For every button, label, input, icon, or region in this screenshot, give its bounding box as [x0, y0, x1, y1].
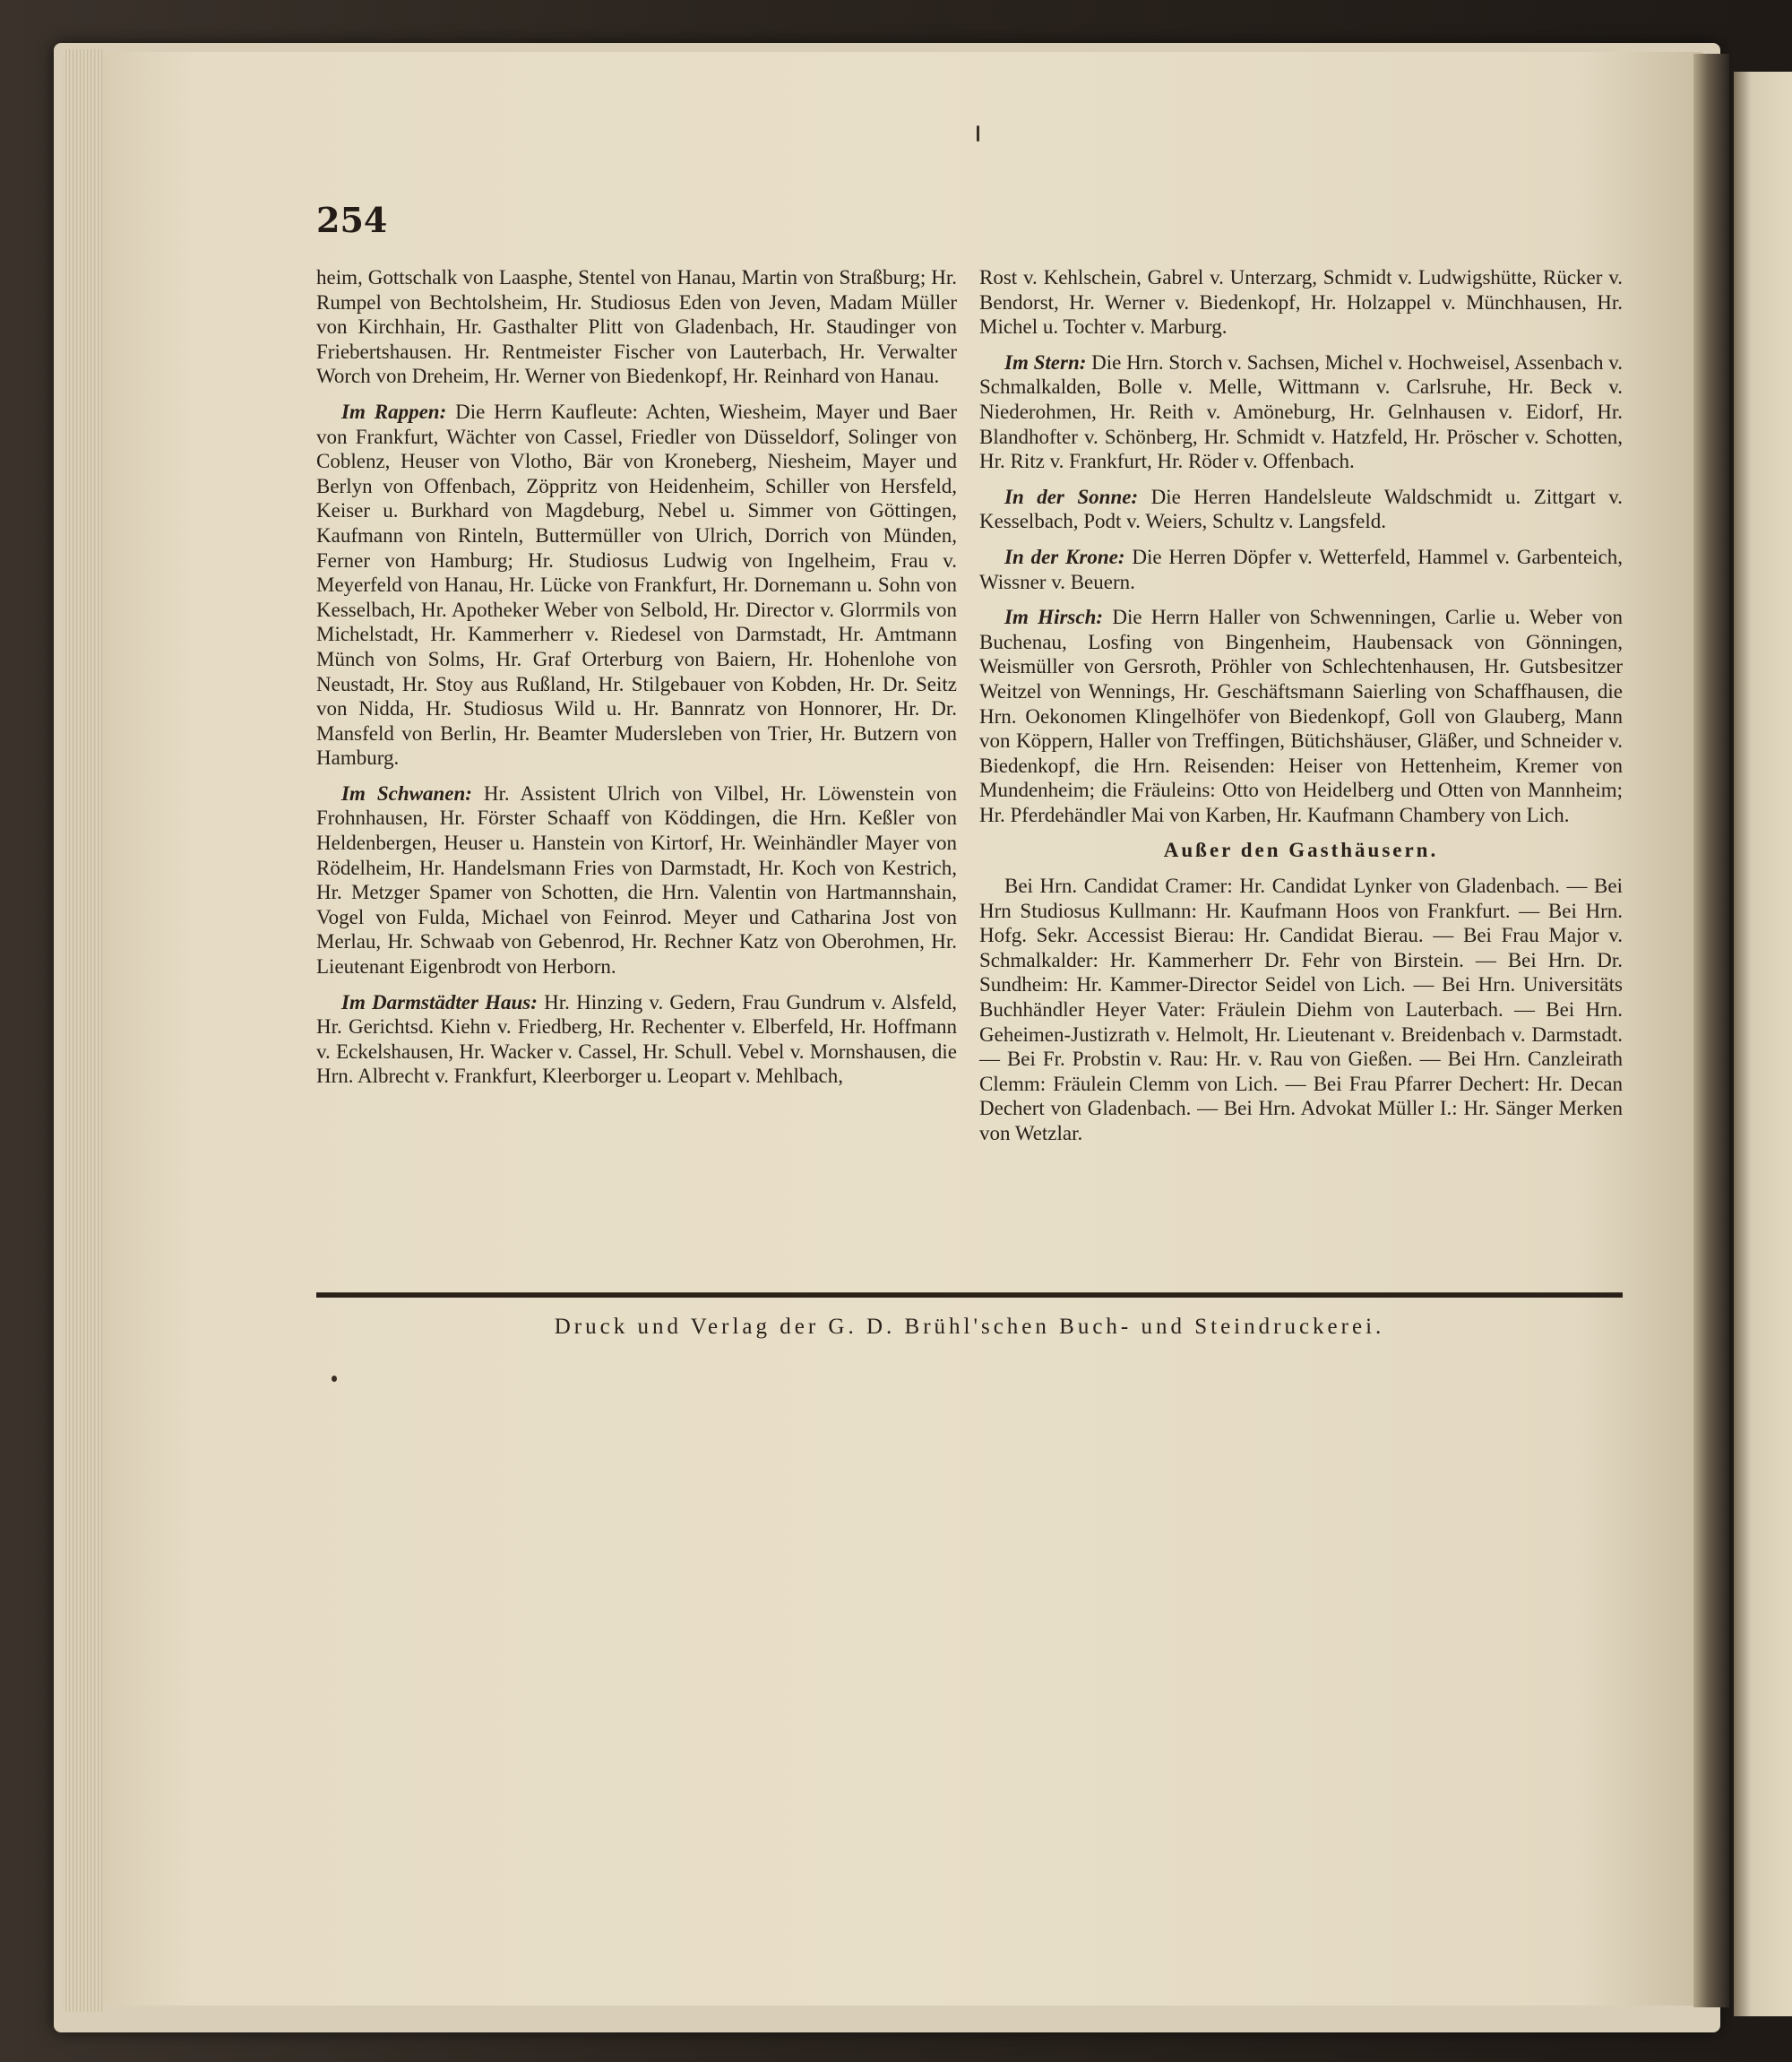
paragraph-text: Die Herren Döpfer v. Wetterfeld, Hammel v. Garbenteich, Wissner v. Beuern.	[979, 545, 1623, 593]
paragraph-im-schwanen	[316, 781, 957, 979]
section-label: Im Rappen:	[341, 400, 447, 423]
paper-speck	[332, 1376, 337, 1382]
paragraph-private-lodgings: Bei Hrn. Candidat Cramer: Hr. Candidat Lynker von Gladenbach. — Bei Hrn Studiosus Kullmann: Hr. Kaufmann Hoos von Frankfurt. — Bei Hrn. Hofg. Sekr. Accessist Bierau: Hr. Candidat Bierau. — Bei Frau Major v. Schmalkalder: Hr. Kammerherr Dr. Fehr von Birstein. — Bei Hrn. Dr. Sundheim: Hr. Kammer-Director Seidel von Lich. — Bei Hrn. Universitäts Buchhändler Heyer Vater: Fräulein Diehm von Lauterbach. — Bei Hrn. Geheimen-Justizrath v. Helmolt, Hr. Lieutenant v. Breidenbach v. Darmstadt. — Bei Fr. Probstin v. Rau: Hr. v. Rau von Gießen. — Bei Hrn. Canzleirath Clemm: Fräulein Clemm von Lich. — Bei Frau Pfarrer Dechert: Hr. Decan Dechert von Gladenbach. — Bei Hrn. Advokat Müller I.: Hr. Sänger Merken von Wetzlar.	[979, 875, 1623, 1144]
paragraph-im-rappen	[316, 400, 957, 771]
paragraph-in-der-krone	[979, 545, 1623, 594]
left-column	[316, 265, 957, 1100]
page-number: 254	[316, 200, 388, 240]
paragraph-in-der-sonne	[979, 485, 1623, 534]
right-column	[979, 265, 1623, 1157]
section-label: Im Schwanen:	[341, 781, 472, 805]
paragraph-continuation: heim, Gottschalk von Laasphe, Stentel von Hanau, Martin von Straßburg; Hr. Rumpel von Bechtolsheim, Hr. Studiosus Eden von Jeven, Madam Müller von Kirchhain, Hr. Gasthalter Plitt von Gladenbach, Hr. Staudinger von Friebertshausen. Hr. Rentmeister Fischer von Lauterbach, Hr. Verwalter Worch von Dreheim, Hr. Werner von Biedenkopf, Hr. Reinhard von Hanau.	[316, 266, 957, 388]
paragraph-im-hirsch	[979, 605, 1623, 827]
paragraph-im-stern	[979, 350, 1623, 474]
section-label: In der Krone:	[1004, 545, 1125, 568]
paragraph-continuation: Rost v. Kehlschein, Gabrel v. Unterzarg, Schmidt v. Ludwigshütte, Rücker v. Bendorst, Hr. Werner v. Biedenkopf, Hr. Holzappel v. Münchhausen, Hr. Michel u. Tochter v. Marburg.	[979, 266, 1623, 339]
section-label: Im Stern:	[1004, 350, 1087, 374]
page-stack-edge	[63, 49, 103, 2012]
binding-gutter	[1693, 54, 1729, 2007]
paragraph-darmstaedter-haus	[316, 990, 957, 1089]
paper-mark	[977, 125, 979, 142]
section-label: In der Sonne:	[1004, 485, 1139, 508]
printer-imprint: Druck und Verlag der G. D. Brühl'schen Buch- und Steindruckerei.	[554, 1315, 1385, 1339]
paragraph-text: Die Hrn. Storch v. Sachsen, Michel v. Hochweisel, Assenbach v. Schmalkalden, Bolle v. Melle, Wittmann v. Carlsruhe, Hr. Beck v. Niederohmen, Hr. Reith v. Amöneburg, Hr. Gelnhausen v. Eidorf, Hr. Blandhofter v. Schönberg, Hr. Schmidt v. Hatzfeld, Hr. Pröscher v. Schotten, Hr. Ritz v. Frankfurt, Hr. Röder v. Offenbach.	[979, 350, 1623, 473]
section-label: Im Hirsch:	[1004, 606, 1104, 629]
paragraph-text: Die Herren Handelsleute Waldschmidt u. Zittgart v. Kesselbach, Podt v. Weiers, Schultz v. Langsfeld.	[979, 485, 1623, 533]
section-label: Im Darmstädter Haus:	[341, 990, 538, 1014]
paragraph-text: Die Herrn Kaufleute: Achten, Wiesheim, Mayer und Baer von Frankfurt, Wächter von Cassel, Friedler von Düsseldorf, Solinger von Coblenz, Heuser von Vlotho, Bär von Kroneberg, Niesheim, Mayer und Berlyn von Offenbach, Zöppritz von Heidenheim, Schiller von Hersfeld, Keiser u. Burkhard von Magdeburg, Nebel u. Simmer von Göttingen, Kaufmann von Rinteln, Buttermüller von Ulrich, Dorrich von Münden, Ferner von Hamburg; Hr. Studiosus Ludwig von Ingelheim, Frau v. Meyerfeld von Hanau, Hr. Lücke von Frankfurt, Hr. Dornemann u. Sohn von Kesselbach, Hr. Apotheker Weber von Selbold, Hr. Director v. Glorrmils von Michelstadt, Hr. Kammerherr v. Riedesel von Darmstadt, Hr. Amtmann Münch von Solms, Hr. Graf Orterburg von Baiern, Hr. Hohenlohe von Neustadt, Hr. Stoy aus Rußland, Hr. Stilgebauer von Kobden, Hr. Dr. Seitz von Nidda, Hr. Studiosus Wild u. Hr. Bannratz von Honnorer, Hr. Dr. Mansfeld von Berlin, Hr. Beamter Mudersleben von Trier, Hr. Butzern von Hamburg.	[316, 400, 957, 770]
section-heading: Außer den Gasthäusern.	[1163, 839, 1439, 862]
paragraph-text: Die Herrn Haller von Schwenningen, Carlie u. Weber von Buchenau, Losfing von Bingenheim, Haubensack von Gönningen, Weismüller von Gersroth, Pröhler von Schlechtenhausen, Hr. Gutsbesitzer Weitzel von Wennings, Hr. Geschäftsmann Saierling von Schaffhausen, die Hrn. Oekonomen Klingelhöfer von Biedenkopf, Goll von Glauberg, Mann von Köppern, Haller von Treffingen, Bütichshäuser, Gläßer, und Schneider v. Biedenkopf, die Hrn. Reisenden: Heiser von Hettenheim, Kremer von Mundenheim; die Fräuleins: Otto von Heidelberg und Otten von Mannheim; Hr. Pferdehändler Mai von Karben, Hr. Kaufmann Chambery von Lich.	[979, 606, 1624, 826]
facing-page-edge	[1734, 72, 1792, 2016]
paragraph-text: Hr. Assistent Ulrich von Vilbel, Hr. Löwenstein von Frohnhausen, Hr. Förster Schaaff von Köddingen, die Hrn. Keßler von Heldenbergen, Heuser u. Hanstein von Kirtorf, Hr. Weinhändler Mayer von Rödelheim, Hr. Handelsmann Fries von Darmstadt, Hr. Koch von Kestrich, Hr. Metzger Spamer von Schotten, die Hrn. Valentin von Hartmannshain, Vogel von Fulda, Michael von Feinrod. Meyer und Catharina Jost von Merlau, Hr. Schwaab von Gebenrod, Hr. Rechner Katz von Oberohmen, Hr. Lieutenant Eigenbrodt von Herborn.	[316, 781, 957, 979]
horizontal-rule	[316, 1292, 1623, 1298]
paragraph-text: Hr. Hinzing v. Gedern, Frau Gundrum v. Alsfeld, Hr. Gerichtsd. Kiehn v. Friedberg, Hr. Rechenter v. Elberfeld, Hr. Hoffmann v. Eckelshausen, Hr. Wacker v. Cassel, Hr. Schull. Vebel v. Mornshausen, die Hrn. Albrecht v. Frankfurt, Kleerborger u. Leopart v. Mehlbach,	[316, 990, 957, 1088]
